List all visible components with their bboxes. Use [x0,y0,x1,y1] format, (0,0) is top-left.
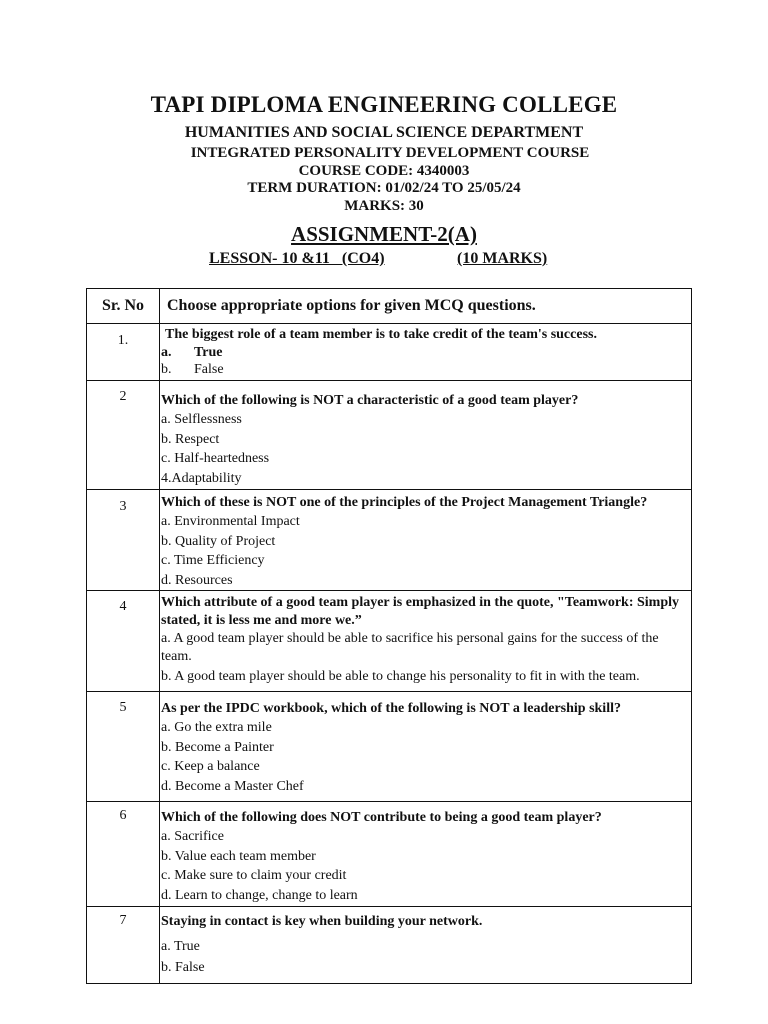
option-b: b. Become a Painter [161,739,274,755]
option-b: b. Value each team member [161,848,316,864]
col-header-sr-no: Sr. No [101,297,145,314]
row-4-number: 4 [119,599,127,614]
row-divider [87,691,691,692]
table-row-4 [161,594,687,686]
assignment-title: ASSIGNMENT-2(A) [291,222,477,246]
row-7-number: 7 [119,913,127,928]
option-a: a. A good team player should be able to sacrifice his personal gains for the success of the team. [161,631,659,664]
course-name: INTEGRATED PERSONALITY DEVELOPMENT COURSE [190,145,590,161]
question-6-text: Which of the following does NOT contribute to being a good team player? [161,810,602,825]
option-c: c. Make sure to claim your credit [161,868,347,883]
option-d: d. Learn to change, change to learn [161,887,358,903]
table-row-6 [161,809,687,905]
row-divider [87,323,691,324]
lesson-marks: (10 MARKS) [457,250,548,267]
question-3-text: Which of these is NOT one of the principles of the Project Management Triangle? [161,495,648,510]
option-b: b. False [161,960,205,975]
row-divider [87,801,691,802]
option-c: c. Time Efficiency [161,553,265,568]
row-2-number: 2 [119,389,127,404]
lesson-label: LESSON- 10 &11 (CO4) [209,250,385,267]
column-divider [159,289,160,983]
row-1-options [161,344,687,379]
option-d: d. Become a Master Chef [161,778,304,794]
question-2-text: Which of the following is NOT a characteristic of a good team player? [161,393,579,408]
option-c: c. Keep a balance [161,759,260,774]
option-a: a. True [161,345,223,360]
question-5-text: As per the IPDC workbook, which of the following is NOT a leadership skill? [161,701,621,716]
option-a: a. True [161,939,200,954]
table-row-2 [161,392,687,488]
row-6-number: 6 [119,808,127,823]
table-row-1 [161,326,687,344]
option-a: a. Go the extra mile [161,720,272,735]
row-divider [87,489,691,490]
option-c: c. Half-heartedness [161,451,270,466]
row-3-number: 3 [119,499,127,514]
course-code: COURSE CODE: 4340003 [298,163,470,179]
term-duration: TERM DURATION: 01/02/24 TO 25/05/24 [247,180,521,196]
college-name: TAPI DIPLOMA ENGINEERING COLLEGE [150,92,618,117]
question-7-text: Staying in contact is key when building your network. [161,914,483,929]
row-1-number: 1. [117,333,129,348]
table-row-7 [161,913,687,978]
option-b: b. A good team player should be able to change his personality to fit in with the team. [161,669,640,684]
table-row-3 [161,494,687,590]
option-a: a. Sacrifice [161,829,224,844]
option-a: a. Selflessness [161,412,242,427]
table-row-5 [161,700,687,796]
row-divider [87,906,691,907]
row-divider [87,590,691,591]
option-a: a. Environmental Impact [161,514,300,529]
row-divider [87,380,691,381]
option-d: d. Resources [161,572,233,588]
col-header-question: Choose appropriate options for given MCQ questions. [167,297,536,314]
option-b: b. Respect [161,431,220,447]
mcq-table [86,288,692,984]
question-4-text: Which attribute of a good team player is emphasized in the quote, "Teamwork: Simply stated, it is less me and more we.” [161,595,679,628]
question-1-text: The biggest role of a team member is to take credit of the team's success. [165,327,597,342]
option-b: b. False [161,362,224,377]
option-d: 4.Adaptability [161,470,242,486]
department-name: HUMANITIES AND SOCIAL SCIENCE DEPARTMENT [184,124,584,141]
total-marks: MARKS: 30 [344,198,424,214]
row-5-number: 5 [119,700,127,715]
option-b: b. Quality of Project [161,533,276,549]
